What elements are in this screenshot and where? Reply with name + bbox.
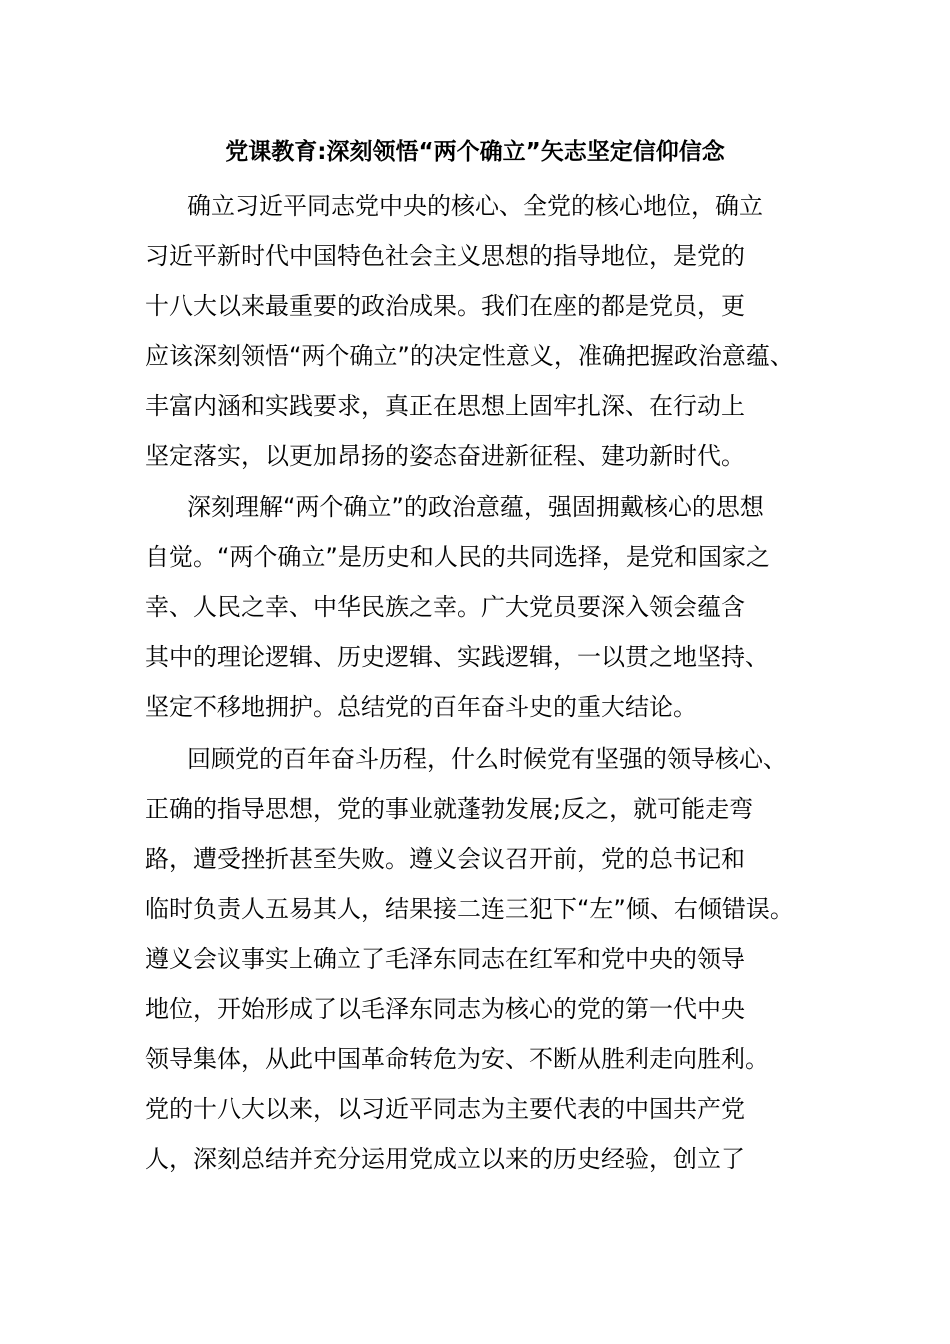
paragraph-3-line-3: 路，遭受挫折甚至失败。遵义会议召开前，党的总书记和 bbox=[145, 845, 745, 873]
paragraph-1-line-6: 坚定落实，以更加昂扬的姿态奋进新征程、建功新时代。 bbox=[145, 442, 745, 470]
document-title: 党课教育:深刻领悟“两个确立”矢志坚定信仰信念 bbox=[225, 139, 725, 165]
paragraph-2-line-4: 其中的理论逻辑、历史逻辑、实践逻辑，一以贯之地坚持、 bbox=[145, 643, 769, 671]
paragraph-1-line-1: 确立习近平同志党中央的核心、全党的核心地位，确立 bbox=[187, 192, 763, 220]
paragraph-3-line-9: 人，深刻总结并充分运用党成立以来的历史经验，创立了 bbox=[145, 1145, 745, 1173]
paragraph-2-line-3: 幸、人民之幸、中华民族之幸。广大党员要深入领会蕴含 bbox=[145, 593, 745, 621]
paragraph-1-line-5: 丰富内涵和实践要求，真正在思想上固牢扎深、在行动上 bbox=[145, 392, 745, 420]
paragraph-1-line-3: 十八大以来最重要的政治成果。我们在座的都是党员，更 bbox=[145, 292, 745, 320]
paragraph-2-line-5: 坚定不移地拥护。总结党的百年奋斗史的重大结论。 bbox=[145, 693, 697, 721]
paragraph-1-line-2: 习近平新时代中国特色社会主义思想的指导地位，是党的 bbox=[145, 242, 745, 270]
paragraph-1-line-4: 应该深刻领悟“两个确立”的决定性意义，准确把握政治意蕴、 bbox=[145, 342, 794, 370]
paragraph-2-line-2: 自觉。“两个确立”是历史和人民的共同选择，是党和国家之 bbox=[145, 543, 770, 571]
paragraph-2-line-1: 深刻理解“两个确立”的政治意蕴，强固拥戴核心的思想 bbox=[187, 493, 764, 521]
paragraph-3-line-2: 正确的指导思想，党的事业就蓬勃发展;反之，就可能走弯 bbox=[145, 795, 754, 823]
paragraph-3-line-7: 领导集体，从此中国革命转危为安、不断从胜利走向胜利。 bbox=[145, 1045, 769, 1073]
paragraph-3-line-4: 临时负责人五易其人，结果接二连三犯下“左”倾、右倾错误。 bbox=[145, 895, 794, 923]
paragraph-3-line-5: 遵义会议事实上确立了毛泽东同志在红军和党中央的领导 bbox=[145, 945, 745, 973]
paragraph-3-line-8: 党的十八大以来，以习近平同志为主要代表的中国共产党 bbox=[145, 1095, 745, 1123]
paragraph-3-line-6: 地位，开始形成了以毛泽东同志为核心的党的第一代中央 bbox=[145, 995, 745, 1023]
paragraph-3-line-1: 回顾党的百年奋斗历程，什么时候党有坚强的领导核心、 bbox=[187, 745, 787, 773]
